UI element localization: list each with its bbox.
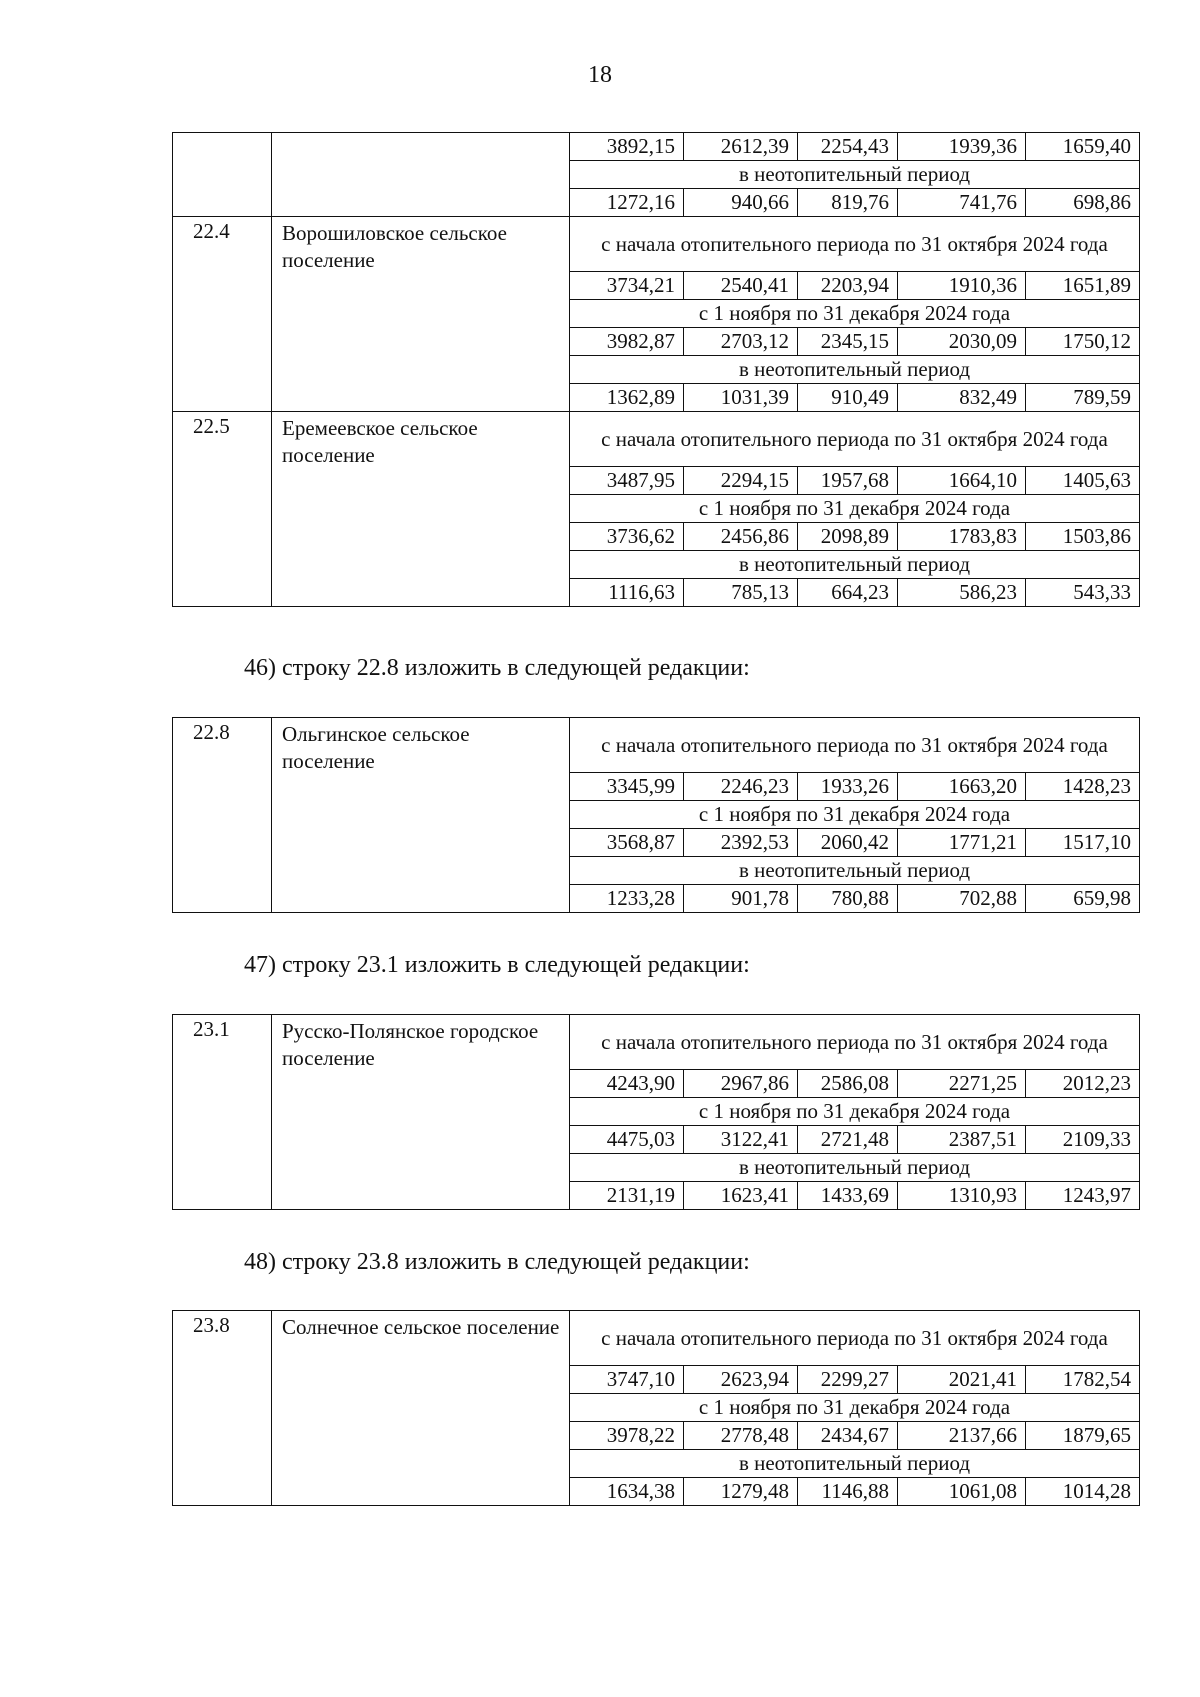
value-cell: 2254,43 bbox=[798, 133, 898, 161]
page-number: 18 bbox=[588, 62, 612, 88]
settlement-name-cell: Еремеевское сельское поселение bbox=[272, 412, 570, 607]
tariff-table-23-1 bbox=[172, 1014, 1140, 1210]
value-cell: 1362,89 bbox=[570, 384, 684, 412]
value-cell: 2137,66 bbox=[898, 1422, 1026, 1450]
value-cell: 3734,21 bbox=[570, 272, 684, 300]
row-number-cell: 22.4 bbox=[173, 217, 272, 412]
period-caption: в неотопительный период bbox=[570, 161, 1140, 189]
value-cell: 2246,23 bbox=[684, 773, 798, 801]
value-cell: 1014,28 bbox=[1026, 1478, 1140, 1506]
settlement-name-cell: Ворошиловское сельское поселение bbox=[272, 217, 570, 412]
value-cell: 3978,22 bbox=[570, 1422, 684, 1450]
value-cell: 1771,21 bbox=[898, 829, 1026, 857]
table-row bbox=[173, 718, 1140, 773]
value-cell: 2586,08 bbox=[798, 1070, 898, 1098]
value-cell: 2387,51 bbox=[898, 1126, 1026, 1154]
period-caption: в неотопительный период bbox=[570, 857, 1140, 885]
value-cell: 1279,48 bbox=[684, 1478, 798, 1506]
value-cell: 2612,39 bbox=[684, 133, 798, 161]
settlement-name-cell: Русско-Полянское городское поселение bbox=[272, 1015, 570, 1210]
row-number-cell: 22.8 bbox=[173, 718, 272, 913]
value-cell: 1651,89 bbox=[1026, 272, 1140, 300]
settlement-name-cell: Ольгинское сельское поселение bbox=[272, 718, 570, 913]
value-cell: 940,66 bbox=[684, 189, 798, 217]
value-cell: 2060,42 bbox=[798, 829, 898, 857]
value-cell: 2392,53 bbox=[684, 829, 798, 857]
value-cell: 3982,87 bbox=[570, 328, 684, 356]
value-cell: 2703,12 bbox=[684, 328, 798, 356]
value-cell: 780,88 bbox=[798, 885, 898, 913]
value-cell: 3736,62 bbox=[570, 523, 684, 551]
value-cell: 2345,15 bbox=[798, 328, 898, 356]
value-cell: 819,76 bbox=[798, 189, 898, 217]
value-cell: 2299,27 bbox=[798, 1366, 898, 1394]
tariff-table-22-8 bbox=[172, 717, 1140, 913]
tariff-table-continuation bbox=[172, 132, 1140, 607]
value-cell: 3345,99 bbox=[570, 773, 684, 801]
period-caption: с 1 ноября по 31 декабря 2024 года bbox=[570, 1394, 1140, 1422]
value-cell: 1663,20 bbox=[898, 773, 1026, 801]
row-number-cell: 23.1 bbox=[173, 1015, 272, 1210]
period-caption: с начала отопительного периода по 31 октября 2024 года bbox=[570, 1311, 1140, 1366]
value-cell: 2109,33 bbox=[1026, 1126, 1140, 1154]
value-cell: 1433,69 bbox=[798, 1182, 898, 1210]
period-caption: в неотопительный период bbox=[570, 356, 1140, 384]
table-row bbox=[173, 133, 1140, 161]
table-row bbox=[173, 1311, 1140, 1366]
value-cell: 2540,41 bbox=[684, 272, 798, 300]
settlement-name-cell: Солнечное сельское поселение bbox=[272, 1311, 570, 1506]
value-cell: 2021,41 bbox=[898, 1366, 1026, 1394]
period-caption: с 1 ноября по 31 декабря 2024 года bbox=[570, 801, 1140, 829]
value-cell: 543,33 bbox=[1026, 579, 1140, 607]
value-cell: 702,88 bbox=[898, 885, 1026, 913]
amendment-paragraph: 48) строку 23.8 изложить в следующей редакции: bbox=[244, 1249, 750, 1275]
value-cell: 2271,25 bbox=[898, 1070, 1026, 1098]
value-cell: 1243,97 bbox=[1026, 1182, 1140, 1210]
value-cell: 785,13 bbox=[684, 579, 798, 607]
value-cell: 2203,94 bbox=[798, 272, 898, 300]
value-cell: 2778,48 bbox=[684, 1422, 798, 1450]
value-cell: 3568,87 bbox=[570, 829, 684, 857]
value-cell: 1910,36 bbox=[898, 272, 1026, 300]
value-cell: 586,23 bbox=[898, 579, 1026, 607]
period-caption: с начала отопительного периода по 31 октября 2024 года bbox=[570, 217, 1140, 272]
value-cell: 1664,10 bbox=[898, 467, 1026, 495]
value-cell: 4243,90 bbox=[570, 1070, 684, 1098]
value-cell: 2294,15 bbox=[684, 467, 798, 495]
value-cell: 3487,95 bbox=[570, 467, 684, 495]
value-cell: 2721,48 bbox=[798, 1126, 898, 1154]
value-cell: 910,49 bbox=[798, 384, 898, 412]
value-cell: 1783,83 bbox=[898, 523, 1026, 551]
value-cell: 1782,54 bbox=[1026, 1366, 1140, 1394]
table-row bbox=[173, 1015, 1140, 1070]
value-cell: 1405,63 bbox=[1026, 467, 1140, 495]
period-caption: с начала отопительного периода по 31 октября 2024 года bbox=[570, 412, 1140, 467]
value-cell: 1957,68 bbox=[798, 467, 898, 495]
value-cell: 1146,88 bbox=[798, 1478, 898, 1506]
value-cell: 2967,86 bbox=[684, 1070, 798, 1098]
value-cell: 4475,03 bbox=[570, 1126, 684, 1154]
period-caption: с начала отопительного периода по 31 октября 2024 года bbox=[570, 718, 1140, 773]
value-cell: 2131,19 bbox=[570, 1182, 684, 1210]
settlement-name-cell bbox=[272, 133, 570, 217]
value-cell: 2434,67 bbox=[798, 1422, 898, 1450]
value-cell: 698,86 bbox=[1026, 189, 1140, 217]
value-cell: 2012,23 bbox=[1026, 1070, 1140, 1098]
value-cell: 1623,41 bbox=[684, 1182, 798, 1210]
value-cell: 901,78 bbox=[684, 885, 798, 913]
table-row bbox=[173, 412, 1140, 467]
tariff-table-23-8 bbox=[172, 1310, 1140, 1506]
value-cell: 2098,89 bbox=[798, 523, 898, 551]
value-cell: 741,76 bbox=[898, 189, 1026, 217]
row-number-cell bbox=[173, 133, 272, 217]
value-cell: 1272,16 bbox=[570, 189, 684, 217]
value-cell: 2030,09 bbox=[898, 328, 1026, 356]
amendment-paragraph: 47) строку 23.1 изложить в следующей редакции: bbox=[244, 952, 750, 978]
value-cell: 2456,86 bbox=[684, 523, 798, 551]
value-cell: 2623,94 bbox=[684, 1366, 798, 1394]
value-cell: 1503,86 bbox=[1026, 523, 1140, 551]
table-row bbox=[173, 217, 1140, 272]
value-cell: 1659,40 bbox=[1026, 133, 1140, 161]
value-cell: 3892,15 bbox=[570, 133, 684, 161]
value-cell: 1939,36 bbox=[898, 133, 1026, 161]
value-cell: 1031,39 bbox=[684, 384, 798, 412]
value-cell: 1428,23 bbox=[1026, 773, 1140, 801]
row-number-cell: 23.8 bbox=[173, 1311, 272, 1506]
value-cell: 1933,26 bbox=[798, 773, 898, 801]
value-cell: 1116,63 bbox=[570, 579, 684, 607]
row-number-cell: 22.5 bbox=[173, 412, 272, 607]
value-cell: 1233,28 bbox=[570, 885, 684, 913]
value-cell: 3747,10 bbox=[570, 1366, 684, 1394]
period-caption: с 1 ноября по 31 декабря 2024 года bbox=[570, 495, 1140, 523]
period-caption: в неотопительный период bbox=[570, 1154, 1140, 1182]
period-caption: в неотопительный период bbox=[570, 1450, 1140, 1478]
value-cell: 1634,38 bbox=[570, 1478, 684, 1506]
value-cell: 659,98 bbox=[1026, 885, 1140, 913]
period-caption: с 1 ноября по 31 декабря 2024 года bbox=[570, 1098, 1140, 1126]
period-caption: в неотопительный период bbox=[570, 551, 1140, 579]
period-caption: с 1 ноября по 31 декабря 2024 года bbox=[570, 300, 1140, 328]
value-cell: 1517,10 bbox=[1026, 829, 1140, 857]
value-cell: 1750,12 bbox=[1026, 328, 1140, 356]
period-caption: с начала отопительного периода по 31 октября 2024 года bbox=[570, 1015, 1140, 1070]
value-cell: 1061,08 bbox=[898, 1478, 1026, 1506]
value-cell: 832,49 bbox=[898, 384, 1026, 412]
amendment-paragraph: 46) строку 22.8 изложить в следующей редакции: bbox=[244, 655, 750, 681]
value-cell: 3122,41 bbox=[684, 1126, 798, 1154]
value-cell: 789,59 bbox=[1026, 384, 1140, 412]
value-cell: 1879,65 bbox=[1026, 1422, 1140, 1450]
value-cell: 1310,93 bbox=[898, 1182, 1026, 1210]
value-cell: 664,23 bbox=[798, 579, 898, 607]
